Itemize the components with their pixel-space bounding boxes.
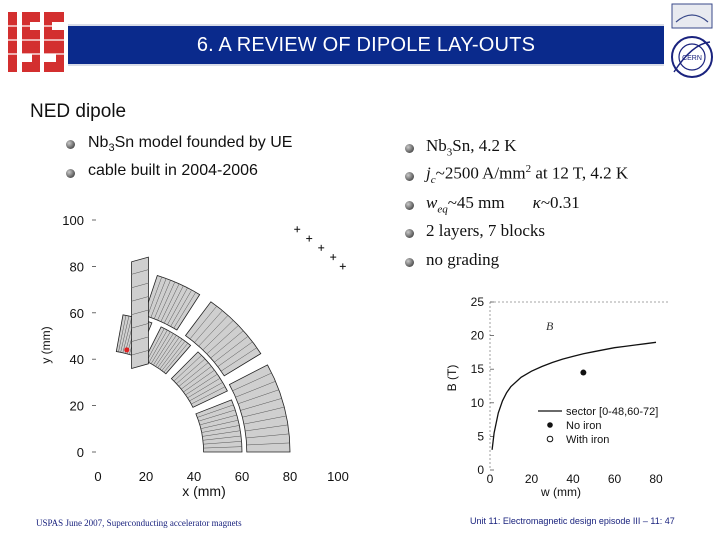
cross-marker bbox=[318, 245, 324, 251]
x-tick-label: 80 bbox=[649, 472, 663, 486]
coil-x-tick-label: 60 bbox=[234, 469, 250, 484]
x-tick-label: 0 bbox=[486, 472, 494, 486]
reference-point-marker bbox=[124, 347, 129, 352]
right-bullet-3: $w_{eq}\sim 45$ mm κ~0.31 bbox=[426, 193, 580, 216]
cross-marker bbox=[330, 254, 336, 260]
coil-x-tick-label: 40 bbox=[186, 469, 202, 484]
x-tick-label: 20 bbox=[524, 472, 539, 486]
y-tick-label: 5 bbox=[477, 429, 484, 444]
coil-y-tick-label: 80 bbox=[69, 259, 84, 275]
right-bullet-1: $Nb_3Sn$, 4.2 K bbox=[426, 136, 517, 159]
coil-y-tick-label: 60 bbox=[69, 305, 84, 321]
y-tick-label: 10 bbox=[470, 395, 484, 410]
svg-text:CERN: CERN bbox=[682, 55, 702, 62]
iss-logo-icon bbox=[6, 6, 66, 76]
footer-unit: Unit 11: Electromagnetic design episode III – 11: 47 bbox=[470, 516, 675, 526]
y-tick-label: 20 bbox=[470, 328, 484, 343]
y-tick-label: 15 bbox=[470, 362, 484, 377]
cern-logo-icon bbox=[664, 2, 718, 86]
coil-blocks bbox=[116, 226, 345, 452]
y-tick-label: 25 bbox=[470, 295, 484, 309]
bullet-icon bbox=[405, 201, 414, 210]
chart-legend bbox=[538, 406, 658, 446]
bullet-icon bbox=[405, 172, 414, 181]
coil-x-tick-label: 100 bbox=[327, 469, 349, 484]
chart-y-axis-label: B (T) bbox=[445, 364, 459, 392]
bullet-icon bbox=[66, 169, 75, 178]
right-bullet-5: no grading bbox=[426, 250, 500, 269]
coil-block-inner-1 bbox=[196, 400, 242, 452]
bullet-icon bbox=[405, 258, 414, 267]
chart-annotation: B bbox=[546, 319, 554, 333]
y-tick-label: 0 bbox=[477, 463, 484, 477]
x-tick-label: 40 bbox=[566, 472, 580, 486]
bullet-icon bbox=[66, 140, 75, 149]
field-vs-width-chart bbox=[438, 288, 688, 506]
coil-x-tick-label: 80 bbox=[282, 469, 298, 484]
right-bullet-4: 2 layers, 7 blocks bbox=[426, 221, 545, 240]
coil-x-tick-label: 0 bbox=[94, 469, 102, 484]
footer-course: USPAS June 2007, Superconducting accelerator magnets bbox=[36, 518, 242, 528]
x-tick-label: 60 bbox=[607, 472, 622, 486]
svg-text:ISS: ISS bbox=[33, 45, 39, 49]
chart-axis-ticks bbox=[471, 295, 663, 486]
cross-marker bbox=[294, 226, 300, 232]
chart-x-axis-label: w (mm) bbox=[541, 485, 581, 499]
title-bar bbox=[68, 24, 664, 66]
slide-title: 6. A REVIEW OF DIPOLE LAY-OUTS bbox=[196, 34, 536, 56]
legend-entry-sector: sector [0-48,60-72] bbox=[566, 406, 659, 418]
coil-x-tick-label: 20 bbox=[138, 469, 154, 484]
coil-y-tick-label: 40 bbox=[69, 352, 84, 368]
bullet-icon bbox=[405, 229, 414, 238]
coil-y-tick-label: 0 bbox=[76, 445, 84, 460]
coil-y-tick-label: 100 bbox=[62, 213, 84, 228]
cross-marker bbox=[340, 263, 346, 269]
section-heading: NED dipole bbox=[30, 101, 127, 122]
coil-y-tick-label: 20 bbox=[69, 398, 84, 414]
coil-x-axis-label: x (mm) bbox=[182, 483, 226, 499]
legend-entry-with-iron: With iron bbox=[566, 434, 610, 446]
legend-marker-filled bbox=[547, 422, 553, 428]
coil-cross-section-plot bbox=[34, 210, 360, 505]
data-point-no-iron bbox=[580, 370, 586, 376]
legend-marker-open bbox=[547, 436, 553, 442]
bullet-icon bbox=[405, 144, 414, 153]
legend-entry-no-iron: No iron bbox=[566, 420, 602, 432]
cross-marker bbox=[306, 236, 312, 242]
left-bullet-2: cable built in 2004-2006 bbox=[88, 162, 258, 179]
left-bullet-1: $Nb_3Sn$ model founded by UE bbox=[88, 134, 293, 155]
series-points bbox=[580, 370, 586, 376]
right-bullet-2: $j_c\sim 2500$ $A/mm^2$ at 12 T, 4.2 K bbox=[426, 163, 629, 187]
coil-y-axis-label: y (mm) bbox=[39, 326, 53, 364]
